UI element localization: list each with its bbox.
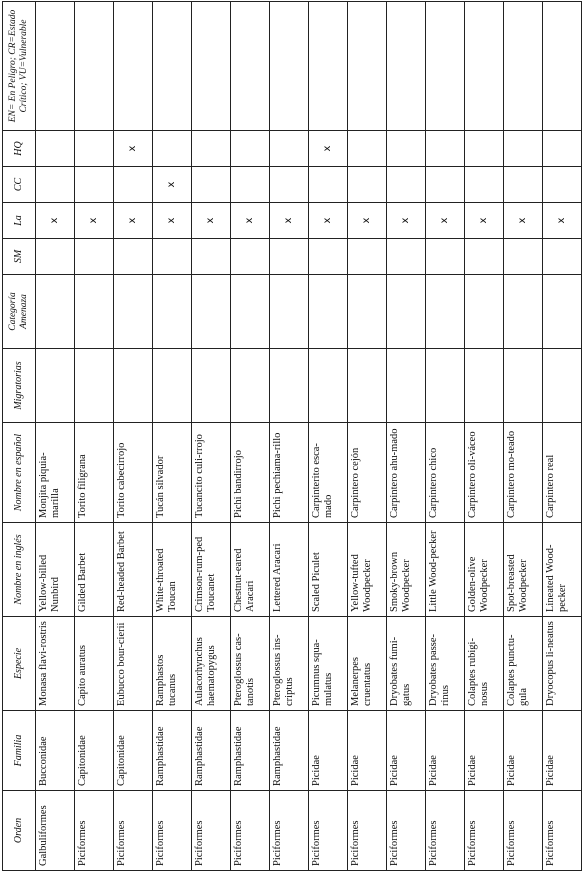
cell-leyenda	[192, 2, 231, 131]
cell-familia: Ramphastidae	[192, 711, 231, 791]
cell-ingles: Chestnut-eared Aracari	[231, 523, 270, 617]
cell-espanol: Carpintero chico	[426, 423, 465, 523]
header-especie: Especie	[3, 617, 36, 711]
cell-sm	[192, 239, 231, 275]
cell-cc	[504, 167, 543, 203]
cell-sm	[465, 239, 504, 275]
cell-familia: Picidae	[465, 711, 504, 791]
cell-familia: Picidae	[348, 711, 387, 791]
header-ingles: Nombre en inglés	[3, 523, 36, 617]
cell-migratorias	[192, 349, 231, 423]
cell-la: x	[192, 203, 231, 239]
table-row	[270, 2, 309, 871]
cell-hq	[348, 131, 387, 167]
cell-especie: Picumnus squa-mulatus	[309, 617, 348, 711]
cell-migratorias	[270, 349, 309, 423]
cell-migratorias	[348, 349, 387, 423]
cell-categoria	[36, 275, 75, 349]
cell-la: x	[504, 203, 543, 239]
cell-orden: Piciformes	[348, 791, 387, 871]
header-la: La	[3, 203, 36, 239]
cell-leyenda	[231, 2, 270, 131]
cell-especie: Pteroglossus cas-tanotis	[231, 617, 270, 711]
cell-especie: Dryocopus li-neatus	[543, 617, 582, 711]
cell-ingles: Yellow-tufted Woodpecker	[348, 523, 387, 617]
cell-ingles: Lineated Wood-pecker	[543, 523, 582, 617]
cell-hq	[387, 131, 426, 167]
table-row	[387, 2, 426, 871]
cell-sm	[309, 239, 348, 275]
cell-familia: Capitonidae	[114, 711, 153, 791]
cell-especie: Melanerpes cruentatus	[348, 617, 387, 711]
cell-ingles: Yellow-billed Nunbird	[36, 523, 75, 617]
cell-familia: Picidae	[426, 711, 465, 791]
cell-familia: Ramphastidae	[270, 711, 309, 791]
cell-cc	[465, 167, 504, 203]
cell-orden: Piciformes	[270, 791, 309, 871]
cell-la: x	[543, 203, 582, 239]
cell-leyenda	[36, 2, 75, 131]
cell-cc	[192, 167, 231, 203]
cell-categoria	[75, 275, 114, 349]
cell-cc	[426, 167, 465, 203]
cell-familia: Picidae	[543, 711, 582, 791]
cell-hq	[426, 131, 465, 167]
cell-orden: Galbuliformes	[36, 791, 75, 871]
cell-migratorias	[153, 349, 192, 423]
cell-espanol: Tucán silvador	[153, 423, 192, 523]
cell-la: x	[75, 203, 114, 239]
cell-orden: Piciformes	[192, 791, 231, 871]
cell-espanol: Carpinterito esca-mado	[309, 423, 348, 523]
cell-espanol: Torito cabecirrojo	[114, 423, 153, 523]
cell-sm	[426, 239, 465, 275]
cell-migratorias	[75, 349, 114, 423]
cell-cc	[114, 167, 153, 203]
cell-especie: Dryobates fumi-gatus	[387, 617, 426, 711]
cell-familia: Picidae	[504, 711, 543, 791]
cell-sm	[231, 239, 270, 275]
table-body	[36, 2, 582, 871]
cell-migratorias	[309, 349, 348, 423]
cell-categoria	[231, 275, 270, 349]
cell-cc	[270, 167, 309, 203]
cell-especie: Monasa flavi-rostris	[36, 617, 75, 711]
cell-cc	[348, 167, 387, 203]
table-row	[426, 2, 465, 871]
cell-espanol: Tucancito culi-rrojo	[192, 423, 231, 523]
header-migratorias: Migratorias	[3, 349, 36, 423]
cell-espanol: Carpintero real	[543, 423, 582, 523]
cell-leyenda	[153, 2, 192, 131]
table-row	[465, 2, 504, 871]
cell-hq	[153, 131, 192, 167]
cell-migratorias	[504, 349, 543, 423]
header-hq: HQ	[3, 131, 36, 167]
cell-la: x	[231, 203, 270, 239]
cell-ingles: Golden-olive Woodpecker	[465, 523, 504, 617]
cell-sm	[36, 239, 75, 275]
cell-ingles: Scaled Piculet	[309, 523, 348, 617]
cell-ingles: Gilded Barbet	[75, 523, 114, 617]
table-row	[153, 2, 192, 871]
cell-leyenda	[348, 2, 387, 131]
cell-cc	[387, 167, 426, 203]
cell-especie: Dryobates passe-rinus	[426, 617, 465, 711]
cell-cc	[309, 167, 348, 203]
cell-espanol: Carpintero mo-teado	[504, 423, 543, 523]
cell-ingles: Lettered Aracari	[270, 523, 309, 617]
cell-leyenda	[426, 2, 465, 131]
cell-migratorias	[231, 349, 270, 423]
cell-especie: Pteroglossus ins-criptus	[270, 617, 309, 711]
cell-leyenda	[387, 2, 426, 131]
cell-orden: Piciformes	[465, 791, 504, 871]
cell-familia: Capitonidae	[75, 711, 114, 791]
cell-la: x	[465, 203, 504, 239]
cell-sm	[348, 239, 387, 275]
cell-sm	[387, 239, 426, 275]
cell-leyenda	[309, 2, 348, 131]
cell-migratorias	[36, 349, 75, 423]
cell-espanol: Monjita piquia-marilla	[36, 423, 75, 523]
cell-especie: Ramphastos tucanus	[153, 617, 192, 711]
cell-leyenda	[465, 2, 504, 131]
cell-orden: Piciformes	[387, 791, 426, 871]
cell-hq: x	[309, 131, 348, 167]
cell-categoria	[348, 275, 387, 349]
table-row	[543, 2, 582, 871]
cell-cc	[231, 167, 270, 203]
cell-la: x	[36, 203, 75, 239]
species-table	[2, 1, 582, 871]
cell-migratorias	[465, 349, 504, 423]
cell-sm	[504, 239, 543, 275]
cell-la: x	[270, 203, 309, 239]
cell-espanol: Carpintero oli-váceo	[465, 423, 504, 523]
cell-hq	[465, 131, 504, 167]
cell-sm	[153, 239, 192, 275]
cell-ingles: White-throated Toucan	[153, 523, 192, 617]
cell-sm	[75, 239, 114, 275]
cell-hq	[75, 131, 114, 167]
cell-espanol: Torito filigrana	[75, 423, 114, 523]
cell-categoria	[543, 275, 582, 349]
cell-hq	[543, 131, 582, 167]
cell-la: x	[348, 203, 387, 239]
cell-la: x	[387, 203, 426, 239]
table-row	[192, 2, 231, 871]
cell-orden: Piciformes	[75, 791, 114, 871]
cell-hq: x	[114, 131, 153, 167]
cell-categoria	[153, 275, 192, 349]
cell-orden: Piciformes	[153, 791, 192, 871]
cell-hq	[192, 131, 231, 167]
cell-familia: Ramphastidae	[231, 711, 270, 791]
cell-cc	[75, 167, 114, 203]
cell-categoria	[270, 275, 309, 349]
cell-sm	[543, 239, 582, 275]
table-row	[36, 2, 75, 871]
cell-ingles: Little Wood-pecker	[426, 523, 465, 617]
cell-hq	[231, 131, 270, 167]
cell-categoria	[387, 275, 426, 349]
cell-hq	[36, 131, 75, 167]
cell-especie: Aulacorhynchus haematopygus	[192, 617, 231, 711]
cell-familia: Picidae	[309, 711, 348, 791]
cell-leyenda	[75, 2, 114, 131]
cell-leyenda	[114, 2, 153, 131]
cell-especie: Colaptes rubigi-nosus	[465, 617, 504, 711]
cell-categoria	[504, 275, 543, 349]
cell-sm	[114, 239, 153, 275]
cell-espanol: Pichi bandirrojo	[231, 423, 270, 523]
header-cc: CC	[3, 167, 36, 203]
cell-familia: Ramphastidae	[153, 711, 192, 791]
cell-orden: Piciformes	[426, 791, 465, 871]
cell-categoria	[192, 275, 231, 349]
header-leyenda: EN= En Peligro; CR=Estado Crítico; VU=Vulnerable	[3, 2, 36, 131]
cell-ingles: Spot-breasted Woodpecker	[504, 523, 543, 617]
cell-especie: Colaptes punctu-gula	[504, 617, 543, 711]
cell-cc	[36, 167, 75, 203]
cell-sm	[270, 239, 309, 275]
cell-especie: Eubucco bour-cierii	[114, 617, 153, 711]
cell-la: x	[114, 203, 153, 239]
cell-familia: Bucconidae	[36, 711, 75, 791]
cell-familia: Picidae	[387, 711, 426, 791]
cell-la: x	[153, 203, 192, 239]
header-espanol: Nombre en español	[3, 423, 36, 523]
cell-leyenda	[504, 2, 543, 131]
cell-leyenda	[543, 2, 582, 131]
cell-hq	[504, 131, 543, 167]
cell-migratorias	[387, 349, 426, 423]
header-orden: Orden	[3, 791, 36, 871]
cell-ingles: Red-headed Barbet	[114, 523, 153, 617]
table-row	[231, 2, 270, 871]
cell-migratorias	[426, 349, 465, 423]
cell-especie: Capito auratus	[75, 617, 114, 711]
table-row	[309, 2, 348, 871]
cell-la: x	[426, 203, 465, 239]
table-row	[114, 2, 153, 871]
cell-ingles: Smoky-brown Woodpecker	[387, 523, 426, 617]
table-row	[348, 2, 387, 871]
cell-categoria	[426, 275, 465, 349]
cell-leyenda	[270, 2, 309, 131]
cell-orden: Piciformes	[114, 791, 153, 871]
cell-la: x	[309, 203, 348, 239]
table-row	[504, 2, 543, 871]
header-row	[3, 2, 36, 871]
header-sm: SM	[3, 239, 36, 275]
cell-cc: x	[153, 167, 192, 203]
header-familia: Familia	[3, 711, 36, 791]
cell-espanol: Carpintero ahu-mado	[387, 423, 426, 523]
cell-categoria	[465, 275, 504, 349]
cell-espanol: Pichi pechiama-rillo	[270, 423, 309, 523]
cell-hq	[270, 131, 309, 167]
cell-orden: Piciformes	[231, 791, 270, 871]
cell-orden: Piciformes	[543, 791, 582, 871]
cell-ingles: Crimson-rum-ped Toucanet	[192, 523, 231, 617]
header-categoria: Categoría Amenaza	[3, 275, 36, 349]
cell-orden: Piciformes	[309, 791, 348, 871]
cell-cc	[543, 167, 582, 203]
cell-espanol: Carpintero cejón	[348, 423, 387, 523]
cell-categoria	[114, 275, 153, 349]
cell-categoria	[309, 275, 348, 349]
cell-migratorias	[543, 349, 582, 423]
table-row	[75, 2, 114, 871]
cell-orden: Piciformes	[504, 791, 543, 871]
cell-migratorias	[114, 349, 153, 423]
